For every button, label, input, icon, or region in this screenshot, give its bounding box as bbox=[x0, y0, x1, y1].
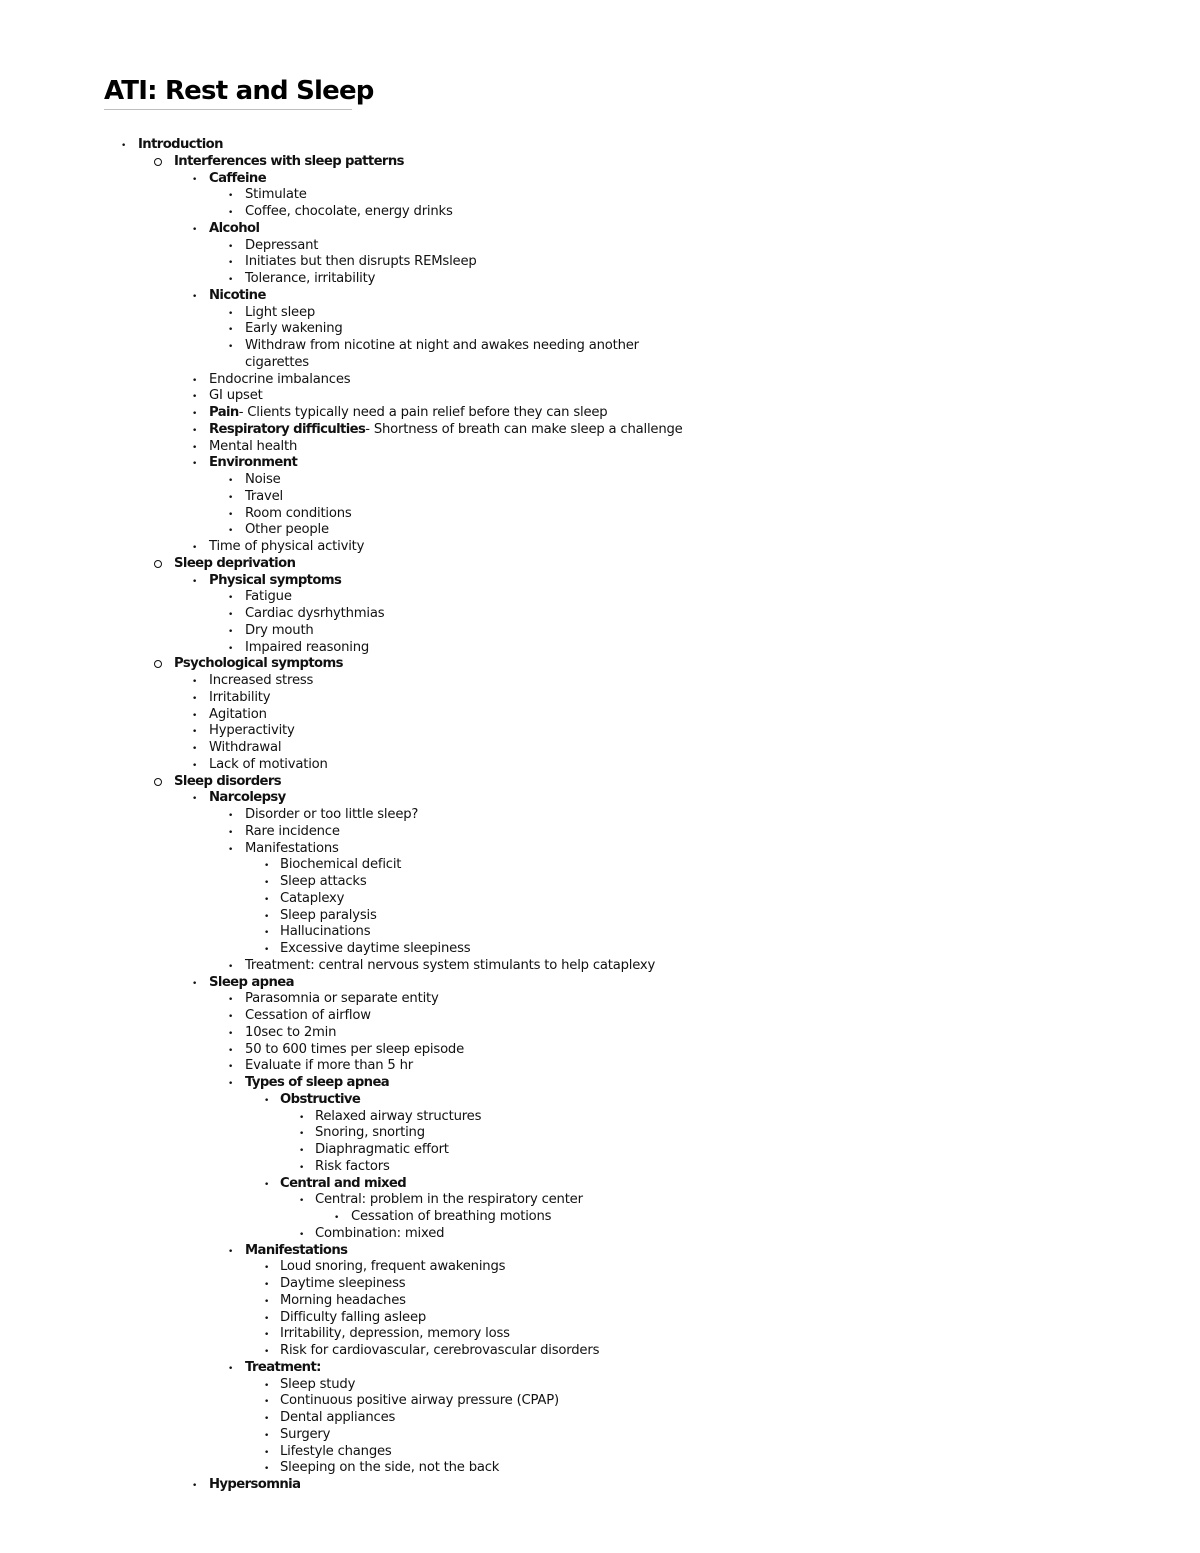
bullet-icon bbox=[192, 572, 197, 591]
outline-item bbox=[280, 1275, 405, 1292]
bullet-icon bbox=[192, 220, 197, 239]
outline-item bbox=[280, 940, 470, 957]
outline-item-text: Mental health bbox=[209, 439, 298, 454]
outline-item bbox=[280, 1459, 499, 1476]
outline-item-heading: Physical symptoms bbox=[209, 573, 342, 588]
outline-item bbox=[245, 1057, 413, 1074]
outline-item-heading: Obstructive bbox=[280, 1092, 361, 1107]
outline-item bbox=[245, 639, 369, 656]
bullet-icon bbox=[228, 840, 233, 859]
outline-item-text: Daytime sleepiness bbox=[280, 1276, 406, 1291]
outline-item bbox=[245, 304, 315, 321]
outline-item-text: 50 to 600 times per sleep episode bbox=[245, 1042, 465, 1057]
outline-item-heading: Sleep disorders bbox=[174, 774, 282, 789]
outline-item-text: Sleep paralysis bbox=[280, 908, 377, 923]
bullet-icon bbox=[192, 974, 197, 993]
outline-item bbox=[245, 488, 283, 505]
outline-item bbox=[209, 371, 350, 388]
outline-item bbox=[209, 404, 607, 421]
outline-item bbox=[280, 1175, 406, 1192]
outline-item bbox=[245, 253, 477, 270]
outline-item-text: Surgery bbox=[280, 1427, 331, 1442]
outline-item bbox=[280, 1409, 395, 1426]
outline-item bbox=[209, 672, 313, 689]
outline-item-text: Sleep attacks bbox=[280, 874, 367, 889]
outline-item-text: Morning headaches bbox=[280, 1293, 406, 1308]
outline-item-text: Withdrawal bbox=[209, 740, 282, 755]
outline-item bbox=[245, 622, 314, 639]
bullet-icon bbox=[192, 287, 197, 306]
outline-item-text: Depressant bbox=[245, 238, 319, 253]
outline-item-text: Noise bbox=[245, 472, 281, 487]
outline-item bbox=[209, 421, 683, 438]
outline-item-text: Loud snoring, frequent awakenings bbox=[280, 1259, 506, 1274]
outline-item-text: Rare incidence bbox=[245, 824, 340, 839]
outline-item-text: Combination: mixed bbox=[315, 1226, 445, 1241]
outline-item bbox=[280, 1258, 505, 1275]
outline-item bbox=[245, 588, 292, 605]
outline-item bbox=[245, 320, 343, 337]
outline-item-text: Other people bbox=[245, 522, 329, 537]
outline-item bbox=[280, 1392, 559, 1409]
outline-item-heading: Sleep apnea bbox=[209, 975, 294, 990]
outline-item bbox=[174, 555, 295, 572]
outline-item-text: Excessive daytime sleepiness bbox=[280, 941, 471, 956]
outline-item bbox=[245, 957, 655, 974]
outline-item bbox=[209, 706, 267, 723]
bullet-icon bbox=[228, 1074, 233, 1093]
outline-item-text: Treatment: central nervous system stimulants to help cataplexy bbox=[245, 958, 656, 973]
outline-item-text: Evaluate if more than 5 hr bbox=[245, 1058, 413, 1073]
outline-item bbox=[315, 1108, 481, 1125]
outline-item-heading: Respiratory difficulties bbox=[209, 422, 366, 437]
outline-item bbox=[245, 237, 318, 254]
outline-item bbox=[209, 974, 294, 991]
outline-item bbox=[245, 990, 439, 1007]
circle-bullet-icon bbox=[154, 560, 162, 568]
outline-item-heading: Caffeine bbox=[209, 171, 267, 186]
outline-item-heading: Manifestations bbox=[245, 1243, 348, 1258]
outline-item bbox=[245, 270, 375, 287]
outline-item-text: Initiates but then disrupts REMsleep bbox=[245, 254, 477, 269]
outline-item bbox=[280, 1342, 599, 1359]
outline-item bbox=[315, 1158, 390, 1175]
outline-item-text: Snoring, snorting bbox=[315, 1125, 425, 1140]
outline-item bbox=[351, 1208, 551, 1225]
outline-item-text: Dry mouth bbox=[245, 623, 314, 638]
outline-item-text: Irritability, depression, memory loss bbox=[280, 1326, 510, 1341]
outline-item-heading: Psychological symptoms bbox=[174, 656, 343, 671]
outline-item-text: Cardiac dysrhythmias bbox=[245, 606, 385, 621]
outline-item-text: GI upset bbox=[209, 388, 263, 403]
outline-item-text: Dental appliances bbox=[280, 1410, 396, 1425]
outline-item-heading: Narcolepsy bbox=[209, 790, 286, 805]
outline-item-heading: Nicotine bbox=[209, 288, 266, 303]
outline-item-heading: Sleep deprivation bbox=[174, 556, 296, 571]
outline-item bbox=[245, 521, 329, 538]
outline-item bbox=[280, 873, 367, 890]
outline-item bbox=[280, 856, 401, 873]
outline-item bbox=[245, 505, 352, 522]
outline-item bbox=[280, 923, 370, 940]
outline-item bbox=[280, 1292, 406, 1309]
outline-item bbox=[245, 354, 309, 371]
outline-item-text: Endocrine imbalances bbox=[209, 372, 351, 387]
outline-item bbox=[245, 186, 307, 203]
outline-item bbox=[209, 220, 259, 237]
outline-item-text: Manifestations bbox=[245, 841, 339, 856]
outline-item-text: Lifestyle changes bbox=[280, 1444, 392, 1459]
bullet-icon bbox=[228, 1359, 233, 1378]
outline-item bbox=[209, 756, 328, 773]
outline-item bbox=[209, 438, 297, 455]
outline-item bbox=[245, 337, 639, 354]
circle-bullet-icon bbox=[154, 778, 162, 786]
outline-item-text: Biochemical deficit bbox=[280, 857, 402, 872]
outline-item-heading: Interferences with sleep patterns bbox=[174, 154, 404, 169]
outline-item-text: cigarettes bbox=[245, 355, 309, 370]
outline-item bbox=[245, 471, 281, 488]
outline-item-text: Agitation bbox=[209, 707, 267, 722]
outline-item-text: Sleep study bbox=[280, 1377, 356, 1392]
outline-item bbox=[174, 655, 343, 672]
outline-item-text: Diaphragmatic effort bbox=[315, 1142, 449, 1157]
outline-item bbox=[245, 840, 339, 857]
outline-item-text: Risk factors bbox=[315, 1159, 390, 1174]
outline-item bbox=[315, 1225, 444, 1242]
outline-item-text: Difficulty falling asleep bbox=[280, 1310, 427, 1325]
outline-item bbox=[138, 136, 223, 153]
outline-item bbox=[280, 1426, 330, 1443]
outline-item bbox=[209, 454, 297, 471]
outline-item bbox=[174, 153, 404, 170]
outline-item-text: Continuous positive airway pressure (CPAP) bbox=[280, 1393, 559, 1408]
outline-item-text: Cessation of airflow bbox=[245, 1008, 371, 1023]
outline-item-heading: Pain bbox=[209, 405, 239, 420]
outline-item-text: Disorder or too little sleep? bbox=[245, 807, 419, 822]
outline-item-heading: Types of sleep apnea bbox=[245, 1075, 390, 1090]
outline-item bbox=[280, 1443, 392, 1460]
outline-item bbox=[280, 890, 344, 907]
outline-item bbox=[209, 689, 270, 706]
outline-item bbox=[280, 1309, 426, 1326]
outline-item bbox=[209, 572, 341, 589]
outline-item-text: Cessation of breathing motions bbox=[351, 1209, 552, 1224]
outline-item bbox=[209, 722, 295, 739]
outline-item bbox=[245, 806, 418, 823]
outline-item-text: Lack of motivation bbox=[209, 757, 328, 772]
document-title: ATI: Rest and Sleep bbox=[104, 74, 352, 110]
outline-item-text: Parasomnia or separate entity bbox=[245, 991, 439, 1006]
outline-item bbox=[209, 739, 281, 756]
outline-item-heading: Environment bbox=[209, 455, 298, 470]
outline-item-text: Relaxed airway structures bbox=[315, 1109, 482, 1124]
bullet-icon bbox=[121, 136, 126, 155]
outline-item-text: Irritability bbox=[209, 690, 271, 705]
outline-item-text: Risk for cardiovascular, cerebrovascular disorders bbox=[280, 1343, 600, 1358]
outline-item bbox=[245, 203, 453, 220]
outline-item bbox=[315, 1124, 425, 1141]
outline-item bbox=[245, 1359, 321, 1376]
outline-item bbox=[280, 1091, 360, 1108]
outline-item-text: 10sec to 2min bbox=[245, 1025, 337, 1040]
outline-item bbox=[209, 538, 364, 555]
outline-item-text: Early wakening bbox=[245, 321, 343, 336]
outline-item-text: - Clients typically need a pain relief before they can sleep bbox=[238, 405, 608, 420]
bullet-icon bbox=[228, 337, 233, 356]
outline-item bbox=[280, 907, 377, 924]
outline-item bbox=[209, 287, 266, 304]
outline-item bbox=[245, 823, 340, 840]
outline-item-text: Withdraw from nicotine at night and awakes needing another bbox=[245, 338, 639, 353]
outline-item bbox=[209, 170, 266, 187]
outline-item-text: Hallucinations bbox=[280, 924, 371, 939]
outline-item bbox=[209, 1476, 300, 1493]
circle-bullet-icon bbox=[154, 158, 162, 166]
outline-item bbox=[209, 789, 286, 806]
outline-item bbox=[174, 773, 281, 790]
outline-item bbox=[315, 1141, 449, 1158]
bullet-icon bbox=[192, 789, 197, 808]
bullet-icon bbox=[299, 1191, 304, 1210]
outline-item-text: Light sleep bbox=[245, 305, 316, 320]
outline-item bbox=[245, 1041, 464, 1058]
outline-item bbox=[245, 1024, 336, 1041]
outline-item-heading: Treatment: bbox=[245, 1360, 321, 1375]
outline-item-heading: Central and mixed bbox=[280, 1176, 407, 1191]
outline-item-heading: Alcohol bbox=[209, 221, 260, 236]
outline-item bbox=[245, 1074, 389, 1091]
outline-item-text: Central: problem in the respiratory center bbox=[315, 1192, 583, 1207]
bullet-icon bbox=[192, 1476, 197, 1495]
outline-item-text: Increased stress bbox=[209, 673, 314, 688]
outline-item-text: Coffee, chocolate, energy drinks bbox=[245, 204, 453, 219]
outline-item-text: Room conditions bbox=[245, 506, 352, 521]
outline-item-text: - Shortness of breath can make sleep a challenge bbox=[365, 422, 683, 437]
outline-item-heading: Introduction bbox=[138, 137, 223, 152]
outline-item-heading: Hypersomnia bbox=[209, 1477, 301, 1492]
bullet-icon bbox=[192, 454, 197, 473]
bullet-icon bbox=[192, 170, 197, 189]
outline-item-text: Impaired reasoning bbox=[245, 640, 370, 655]
outline-item-text: Travel bbox=[245, 489, 284, 504]
outline-item-text: Hyperactivity bbox=[209, 723, 295, 738]
outline-item bbox=[280, 1325, 510, 1342]
circle-bullet-icon bbox=[154, 660, 162, 668]
bullet-icon bbox=[264, 1091, 269, 1110]
outline-item-text: Sleeping on the side, not the back bbox=[280, 1460, 500, 1475]
bullet-icon bbox=[264, 1175, 269, 1194]
outline-item bbox=[245, 1007, 371, 1024]
outline-item bbox=[209, 387, 263, 404]
outline-item bbox=[280, 1376, 355, 1393]
outline-item bbox=[245, 605, 384, 622]
outline-item bbox=[315, 1191, 583, 1208]
outline-item-text: Time of physical activity bbox=[209, 539, 365, 554]
outline-item-text: Fatigue bbox=[245, 589, 292, 604]
outline-item bbox=[245, 1242, 347, 1259]
outline-item-text: Cataplexy bbox=[280, 891, 345, 906]
outline-item-text: Tolerance, irritability bbox=[245, 271, 376, 286]
bullet-icon bbox=[228, 1242, 233, 1261]
outline-item-text: Stimulate bbox=[245, 187, 307, 202]
